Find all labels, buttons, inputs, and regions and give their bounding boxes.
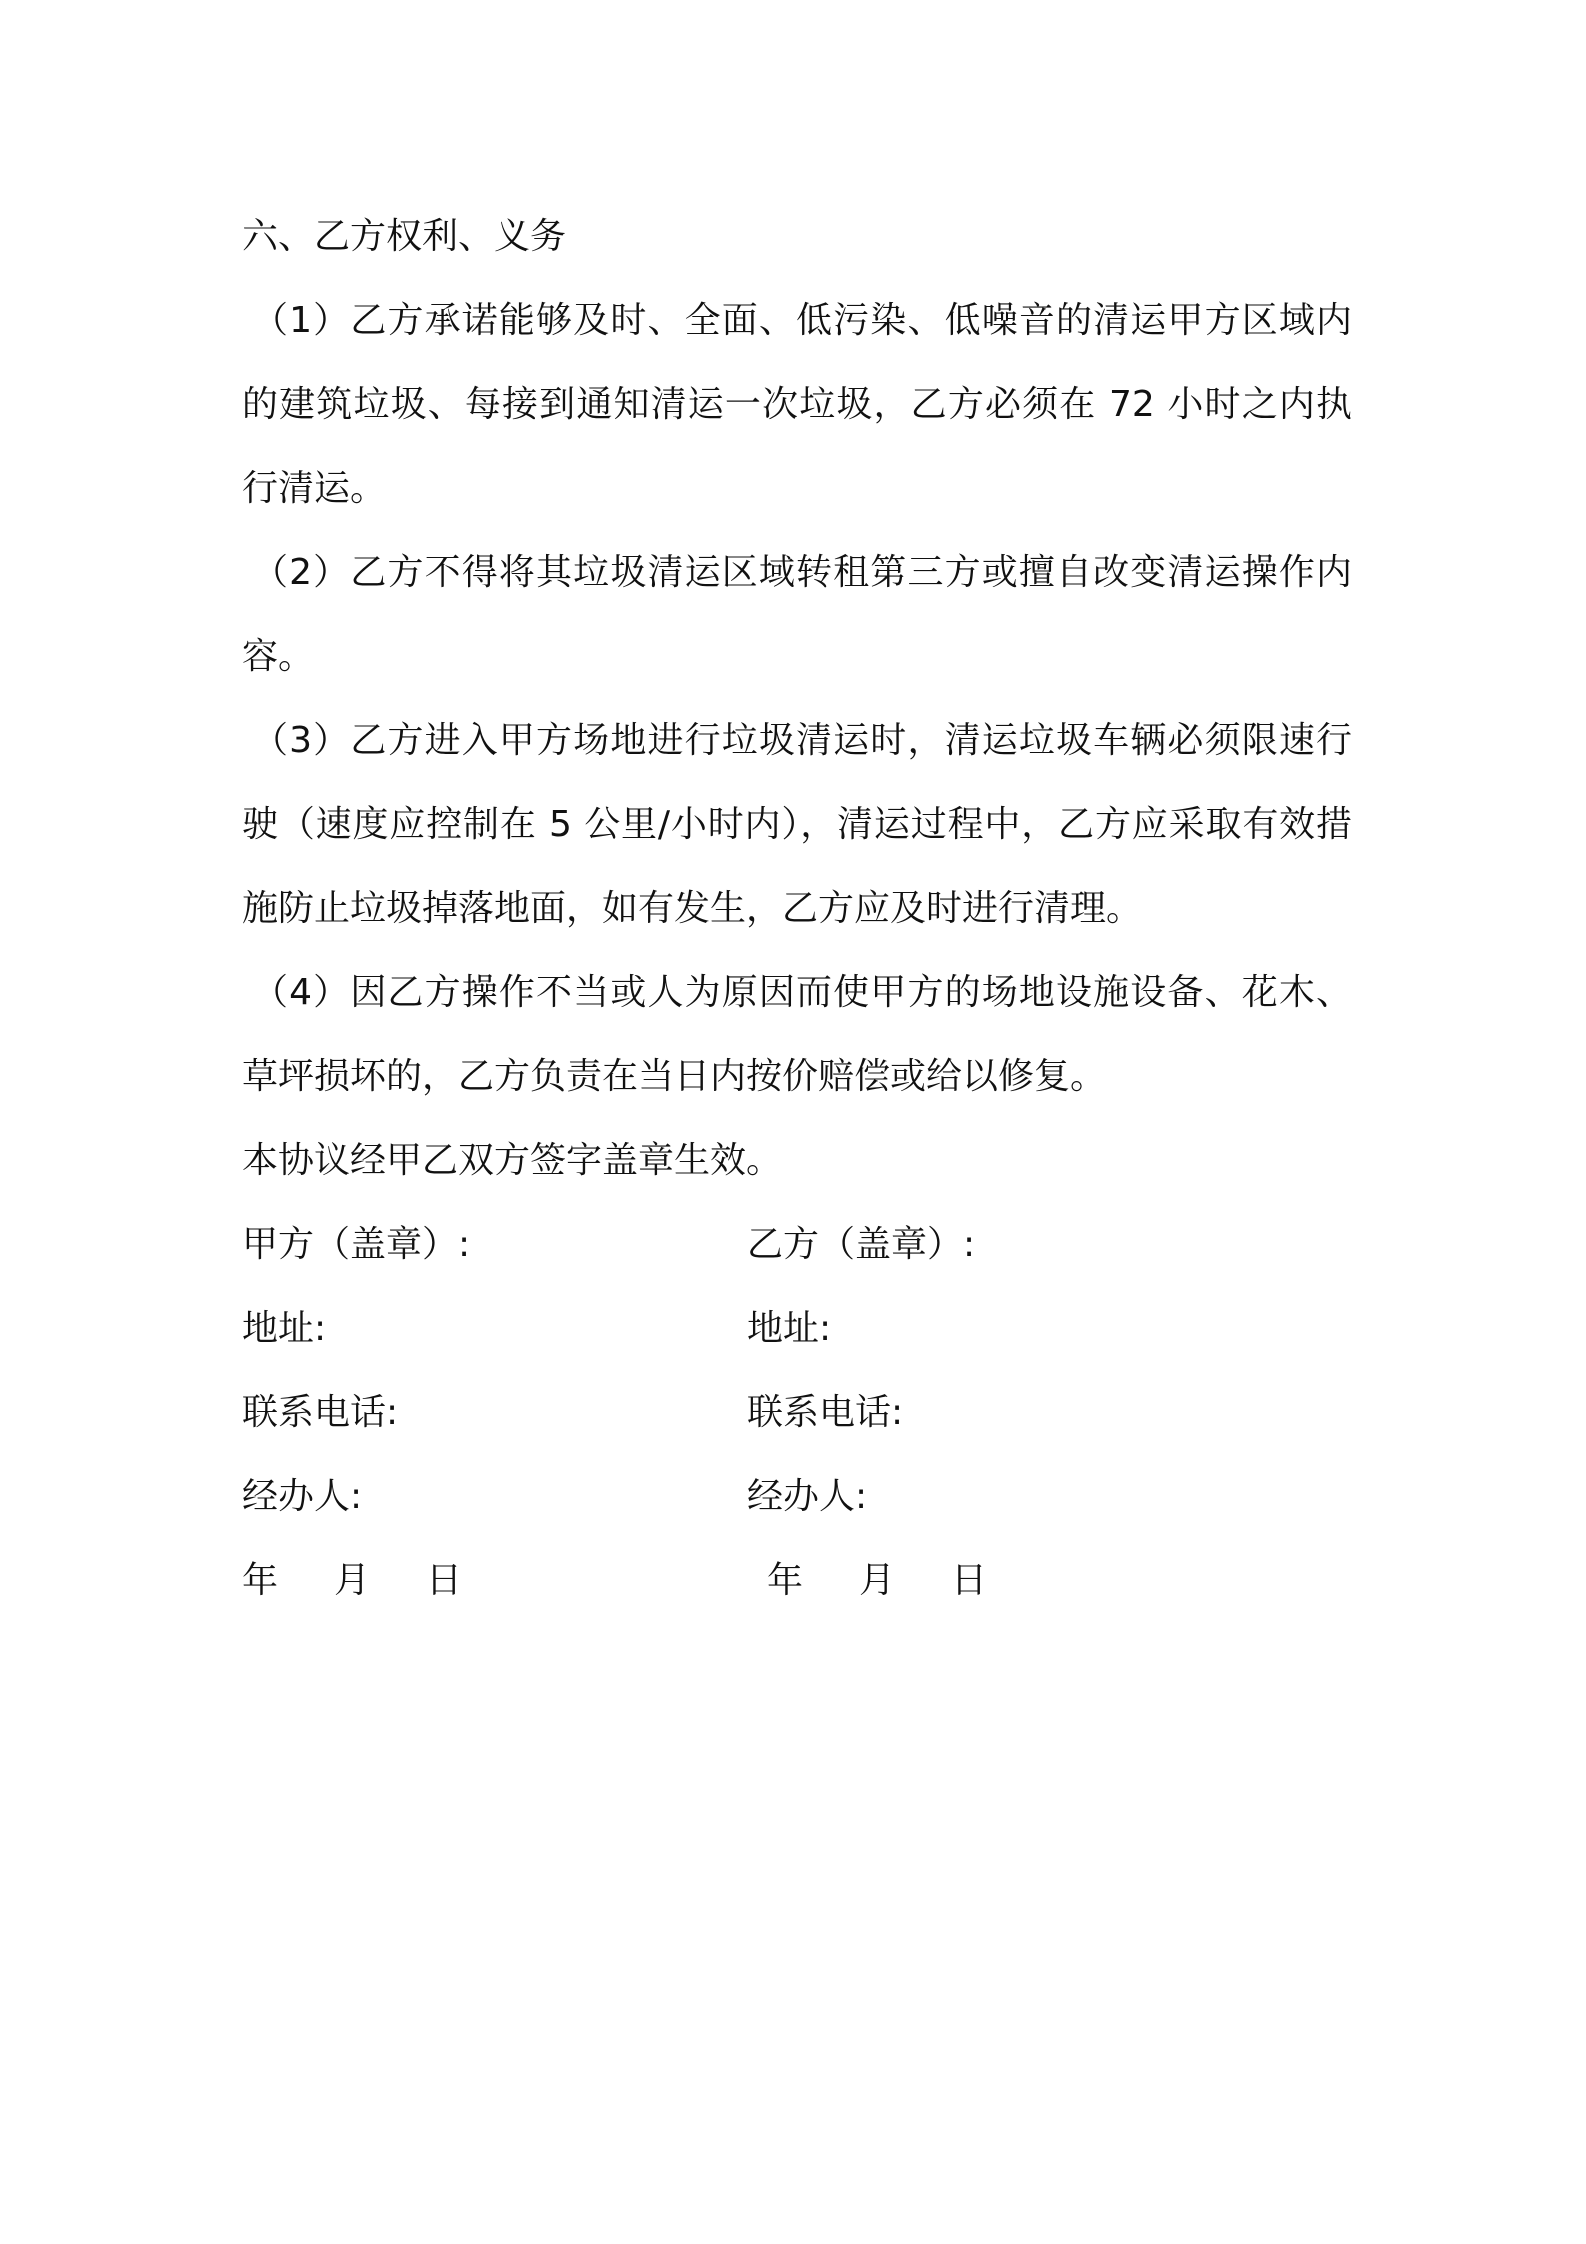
party-a-date-month: 月 bbox=[334, 1560, 371, 1601]
party-a-date-year: 年 bbox=[242, 1560, 279, 1601]
party-b-date-year: 年 bbox=[767, 1560, 804, 1601]
signature-seal-row bbox=[242, 1203, 1352, 1287]
party-a-seal-label: 甲方（盖章）: bbox=[242, 1224, 471, 1265]
party-b-handler-label: 经办人: bbox=[747, 1476, 868, 1517]
party-b-seal-label: 乙方（盖章）: bbox=[747, 1224, 976, 1265]
clause-2: （2）乙方不得将其垃圾清运区域转租第三方或擅自改变清运操作内容。 bbox=[242, 552, 1352, 677]
signature-phone-row bbox=[242, 1371, 1352, 1455]
party-b-phone-label: 联系电话: bbox=[747, 1392, 904, 1433]
effective-clause: 本协议经甲乙双方签字盖章生效。 bbox=[242, 1140, 783, 1181]
document-body bbox=[242, 195, 1352, 1623]
signature-date-row bbox=[242, 1539, 1352, 1623]
party-b-date-day: 日 bbox=[951, 1560, 988, 1601]
clause-1: （1）乙方承诺能够及时、全面、低污染、低噪音的清运甲方区域内的建筑垃圾、每接到通知清运一次垃圾，乙方必须在 72 小时之内执行清运。 bbox=[242, 300, 1352, 509]
party-b-date bbox=[767, 1539, 987, 1623]
clause-4: （4）因乙方操作不当或人为原因而使甲方的场地设施设备、花木、草坪损坏的，乙方负责在当日内按价赔偿或给以修复。 bbox=[242, 972, 1352, 1097]
party-b-date-month: 月 bbox=[859, 1560, 896, 1601]
signature-handler-row bbox=[242, 1455, 1352, 1539]
party-b-address-label: 地址: bbox=[747, 1308, 832, 1349]
party-a-phone-label: 联系电话: bbox=[242, 1392, 399, 1433]
party-a-handler-label: 经办人: bbox=[242, 1476, 363, 1517]
clause-3: （3）乙方进入甲方场地进行垃圾清运时，清运垃圾车辆必须限速行驶（速度应控制在 5 公里/小时内），清运过程中，乙方应采取有效措施防止垃圾掉落地面，如有发生，乙方应及时进行清理。 bbox=[242, 720, 1352, 929]
party-a-date-day: 日 bbox=[426, 1560, 463, 1601]
party-a-address-label: 地址: bbox=[242, 1308, 327, 1349]
party-a-date bbox=[242, 1539, 462, 1623]
signature-address-row bbox=[242, 1287, 1352, 1371]
section-heading: 六、乙方权利、义务 bbox=[242, 216, 567, 257]
